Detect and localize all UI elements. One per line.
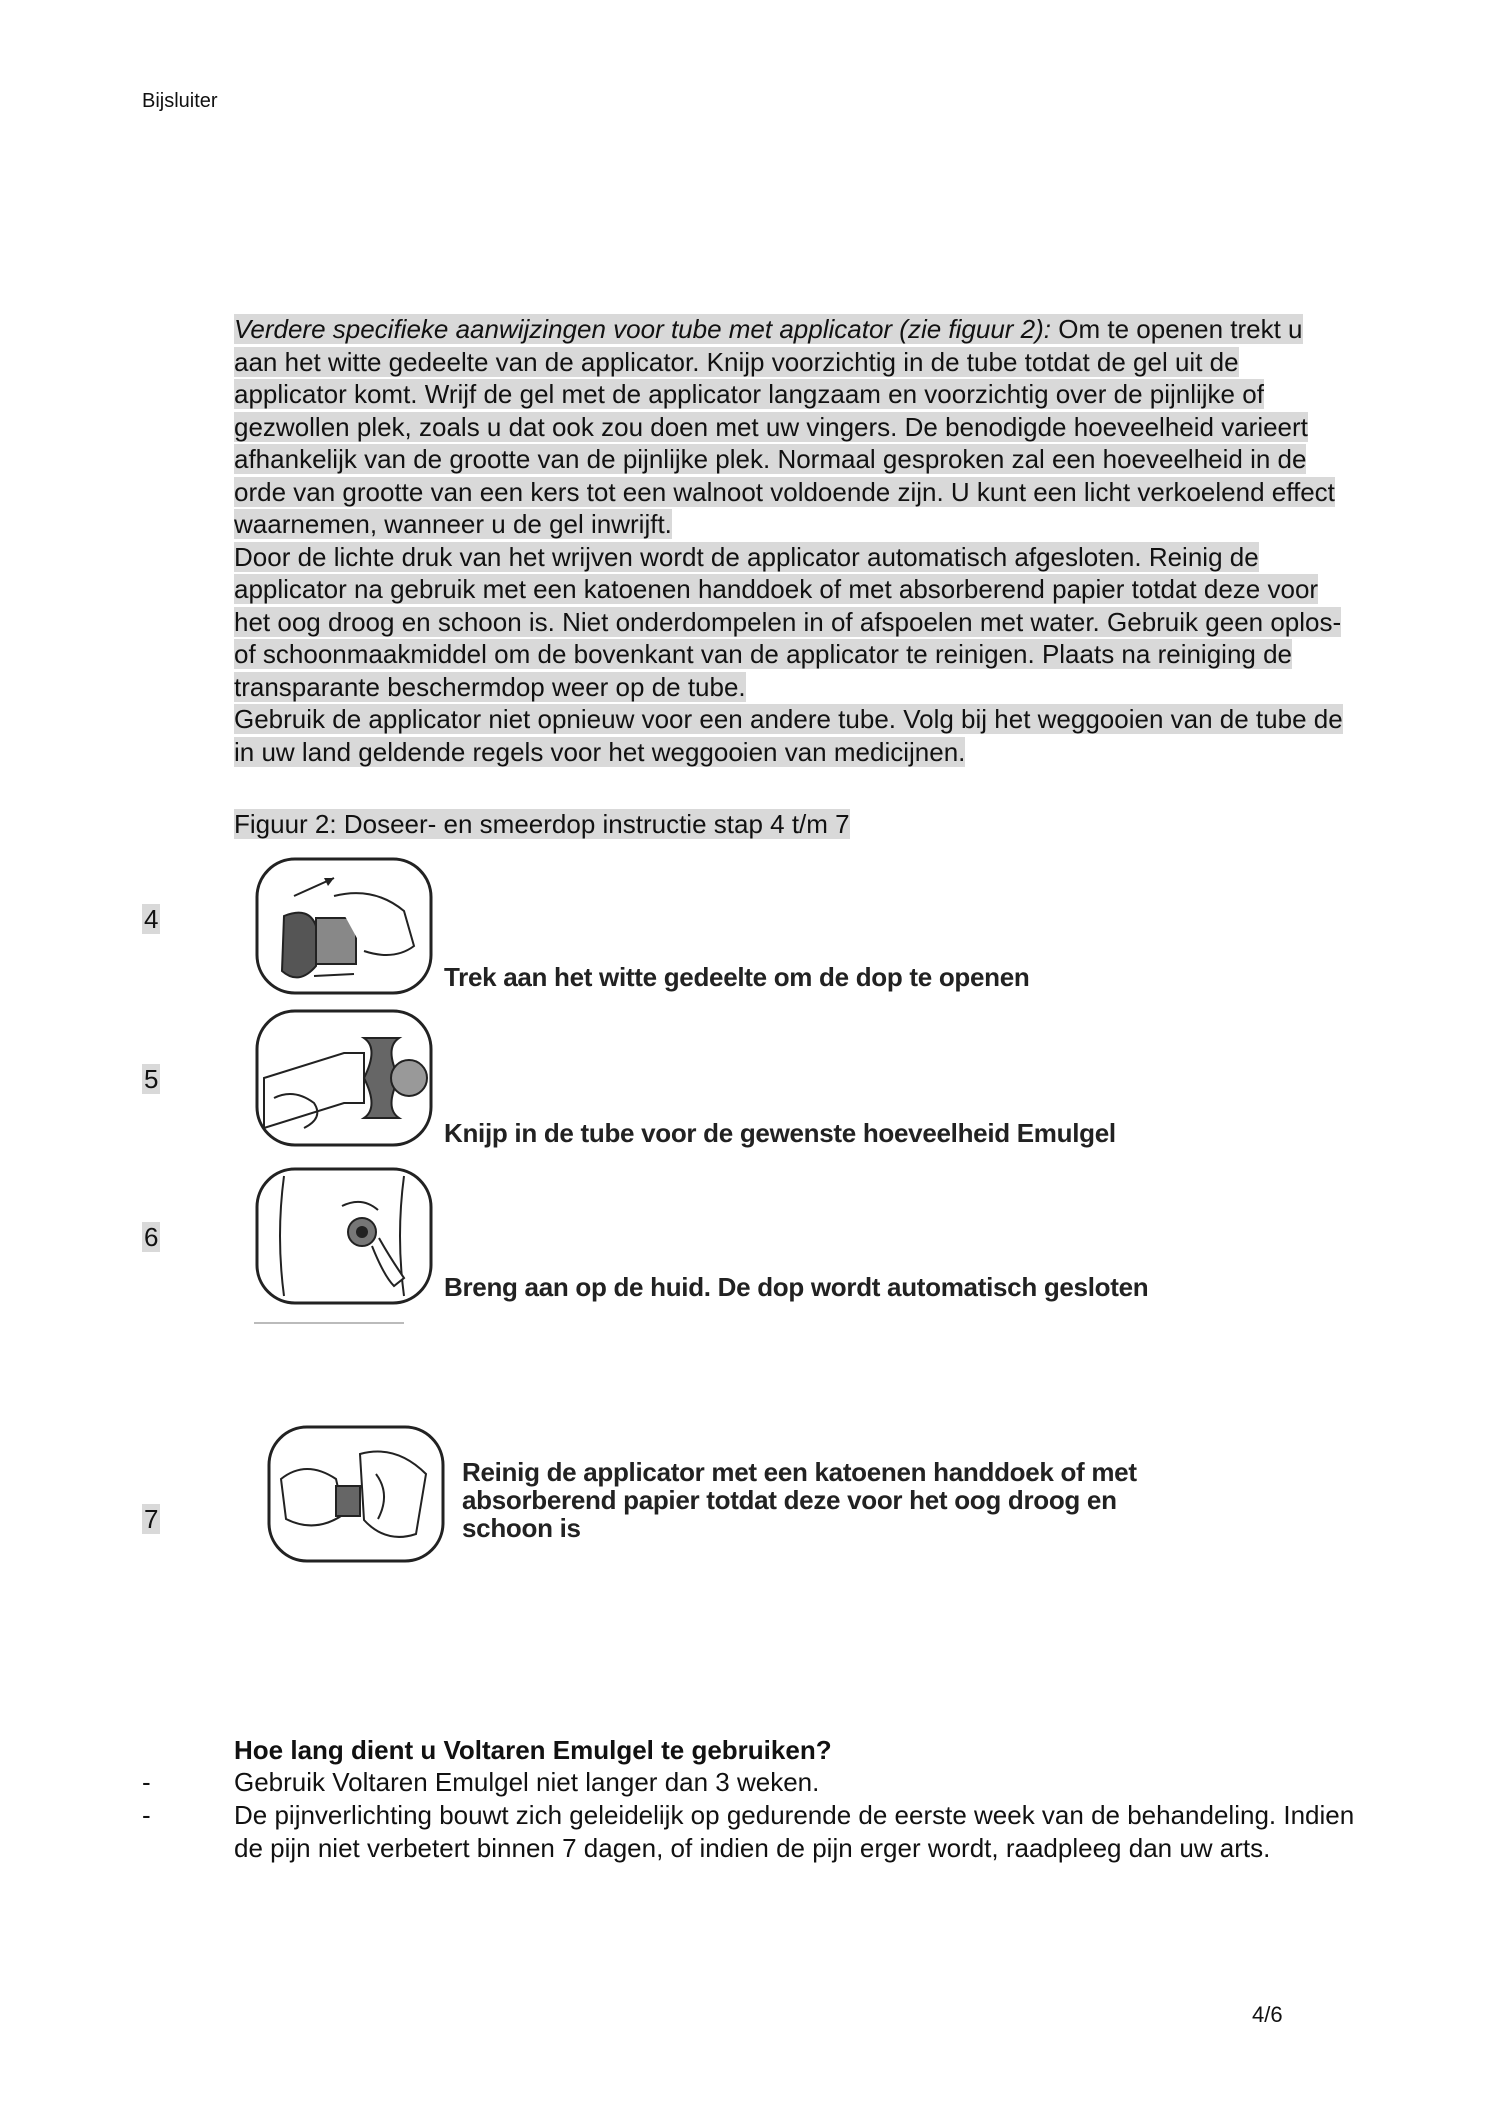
step-number-6 — [142, 1222, 160, 1252]
figure-title — [234, 808, 850, 840]
document-header: Bijsluiter — [142, 90, 218, 112]
step-number-4-text: 4 — [144, 904, 159, 934]
step-caption-6: Breng aan op de huid. De dop wordt automatisch gesloten — [444, 1272, 1149, 1302]
apply-to-skin-illustration — [254, 1166, 434, 1306]
step-number-4 — [142, 904, 160, 934]
step-caption-7-line-2: absorberend papier totdat deze voor het oog droog en — [462, 1485, 1117, 1515]
instructions-lead: Verdere specifieke aanwijzingen voor tube met applicator (zie figuur 2): — [234, 314, 1052, 344]
duration-item-1: Gebruik Voltaren Emulgel niet langer dan 3 weken. — [234, 1767, 820, 1797]
step-caption-7-line-3: schoon is — [462, 1513, 581, 1543]
instructions-text-1: Om te openen trekt u aan het witte gedeelte van de applicator. Knijp voorzichtig in de tube totdat de gel uit de applicator komt. Wrijf de gel met de applicator langzaam en voorzichtig over de pijnlijke of gezwollen plek, zoals u dat ook zou doen met uw vingers. De benodigde hoeveelheid varieert afhankelijk van de grootte van de pijnlijke plek. Normaal gesproken zal een hoeveelheid in de orde van grootte van een kers tot een walnoot voldoende zijn. U kunt een licht verkoelend effect waarnemen, wanneer u de gel inwrijft. — [234, 314, 1335, 539]
page-number: 4/6 — [1252, 2002, 1283, 2027]
instructions-text-2: Door de lichte druk van het wrijven wordt de applicator automatisch afgesloten. Reinig de applicator na gebruik met een katoenen handdoek of met absorberend papier totdat deze voor het oog droog en schoon is. Niet onderdompelen in of afspoelen met water. Gebruik geen oplos- of schoonmaakmiddel om de bovenkant van de applicator te reinigen. Plaats na reiniging de transparante beschermdop weer op de tube. — [234, 541, 1342, 702]
bullet-mark: - — [142, 1800, 151, 1830]
step-caption-4: Trek aan het witte gedeelte om de dop te openen — [444, 962, 1030, 992]
applicator-instructions — [234, 313, 1344, 768]
squeeze-tube-illustration — [254, 1008, 434, 1148]
step-caption-7 — [462, 1458, 1137, 1542]
instructions-text-3: Gebruik de applicator niet opnieuw voor een andere tube. Volg bij het weggooien van de tube de in uw land geldende regels voor het weggooien van medicijnen. — [234, 704, 1343, 767]
step-caption-7-line-1: Reinig de applicator met een katoenen handdoek of met — [462, 1457, 1137, 1487]
instructions-paragraph-2 — [234, 541, 1344, 704]
step-number-7-text: 7 — [144, 1504, 159, 1534]
clean-applicator-illustration — [266, 1424, 446, 1564]
instructions-paragraph-1 — [234, 313, 1344, 541]
duration-heading: Hoe lang dient u Voltaren Emulgel te gebruiken? — [234, 1735, 832, 1765]
step-number-6-text: 6 — [144, 1222, 159, 1252]
step-number-5 — [142, 1064, 160, 1094]
instructions-paragraph-3 — [234, 703, 1344, 768]
step-caption-5: Knijp in de tube voor de gewenste hoeveelheid Emulgel — [444, 1118, 1116, 1148]
step-number-7 — [142, 1504, 160, 1534]
step-number-5-text: 5 — [144, 1064, 159, 1094]
duration-item-2: De pijnverlichting bouwt zich geleidelijk op gedurende de eerste week van de behandeling. Indien de pijn niet verbetert binnen 7 dagen, of indien de pijn erger wordt, raadpleeg dan uw arts. — [234, 1800, 1355, 1863]
divider-line — [254, 1322, 404, 1324]
bullet-mark: - — [142, 1767, 151, 1797]
figure-title-text: Figuur 2: Doseer- en smeerdop instructie stap 4 t/m 7 — [234, 809, 850, 839]
open-cap-illustration — [254, 856, 434, 996]
